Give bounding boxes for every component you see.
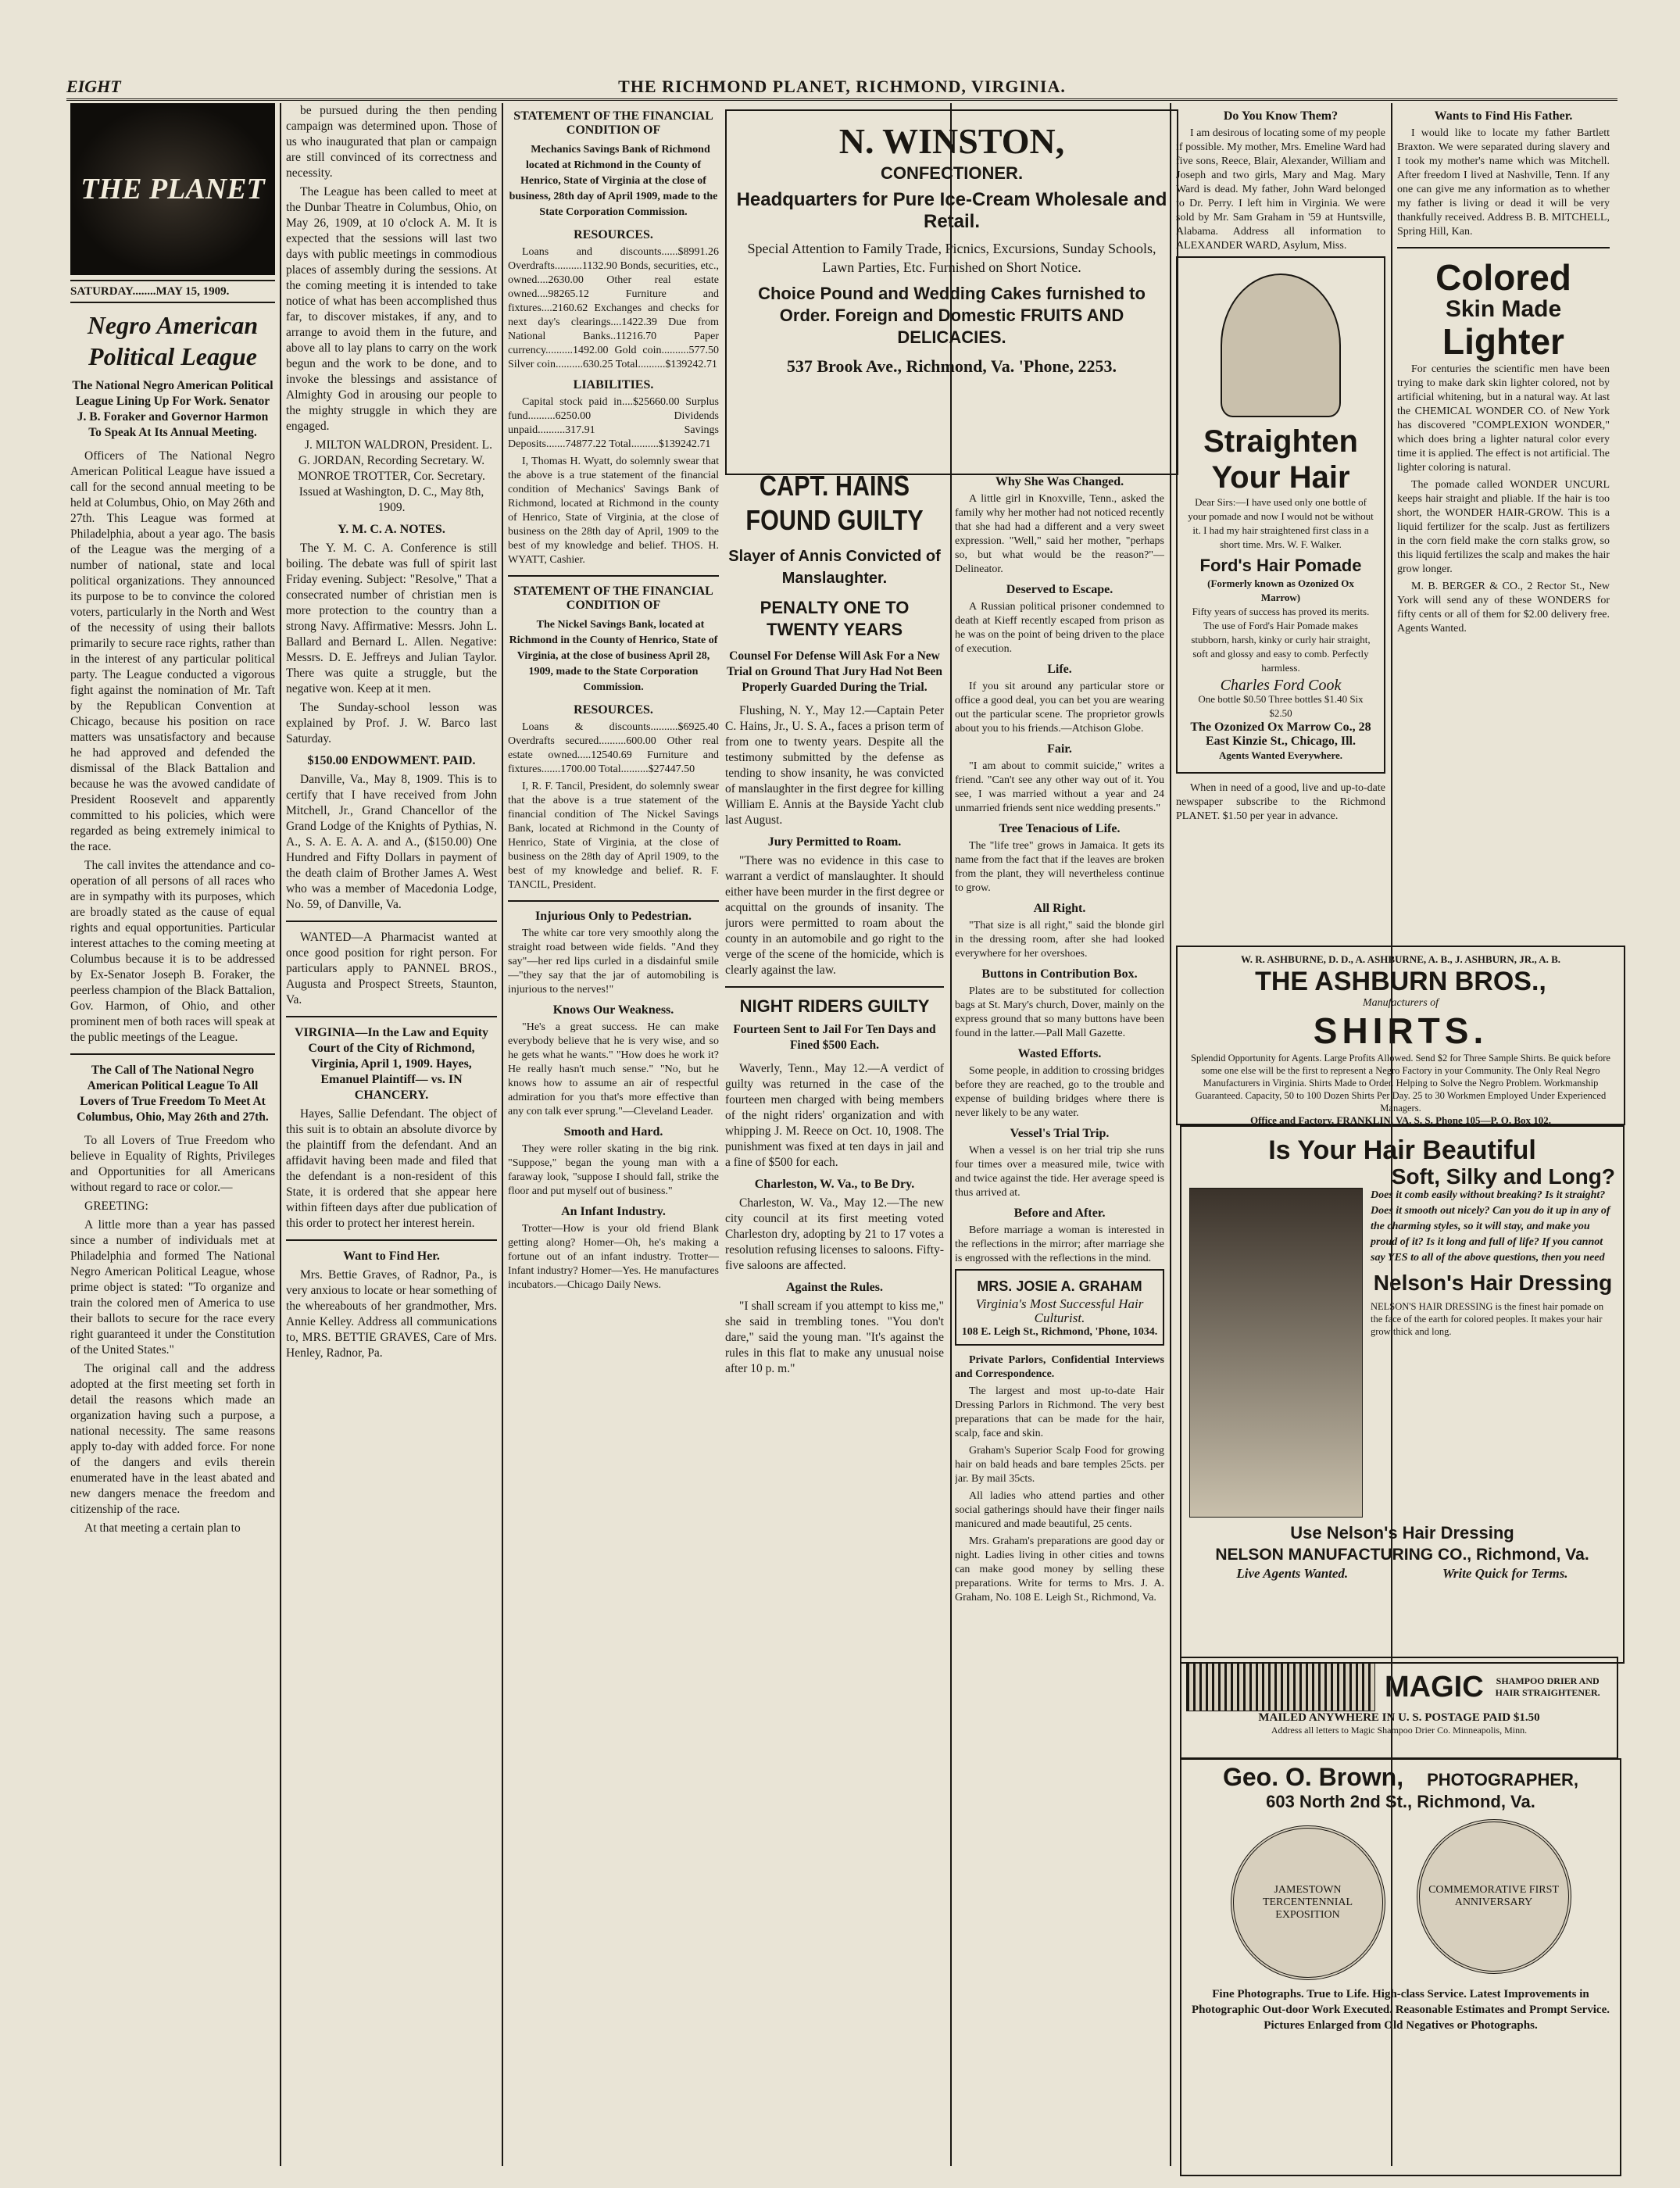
oath-paragraph: I, Thomas H. Wyatt, do solemnly swear that the above is a true statement of the financial condition of Mechanics' Savings Bank of Richmond, located at Richmond in the county of Henrico, State of Virginia, at the close of business on the 28th day of April, 1909 to the best of my knowledge and belief. THOS. H. WYATT, Cashier. [508, 456, 719, 566]
divider [725, 986, 944, 988]
divider [286, 1239, 497, 1241]
nelson-brand: Nelson's Hair Dressing [1373, 1271, 1613, 1295]
winston-ad [725, 109, 1178, 475]
brown-address: 603 North 2nd St., Richmond, Va. [1266, 1792, 1535, 1811]
vessel-heading: Vessel's Trial Trip. [1010, 1127, 1110, 1140]
medal-right: COMMEMORATIVE FIRST ANNIVERSARY [1417, 1819, 1571, 1974]
divider [286, 921, 497, 922]
article-paragraph: A Russian political prisoner condemned to death at Kieff recently escaped from prison as he was on the point of being driven to the place of execution. [955, 601, 1164, 655]
ashburn-ad [1176, 946, 1625, 1125]
magic-address: Address all letters to Magic Shampoo Drier Co. Minneapolis, Minn. [1271, 1725, 1528, 1736]
column-5 [955, 469, 1164, 2165]
injurious-heading: Injurious Only to Pedestrian. [534, 910, 692, 923]
article-paragraph: Flushing, N. Y., May 12.—Captain Peter C. Hains, Jr., U. S. A., faces a prison term of from one to twenty years. Despite all the testimony submitted by the defense as tending to show insanity, he was convicted of manslaughter in the first degree for killing William E. Annis at the Bayside Yacht club last August. [725, 704, 944, 827]
resources-heading: RESOURCES. [574, 228, 653, 241]
article-paragraph: Danville, Va., May 8, 1909. This is to certify that I have received from John Mitchell, Jr., Grand Chancellor of the Grand Lodge of the Knights of Pythias, N. A., S. A. E. A. A. and A., ($150.00) One Hundred and Fifty Dollars in payment of the death claim of Brother James A. West who was a member of Macedonia Lodge, No. 59, of Danville, Va. [286, 773, 497, 911]
ford-paragraph: Fifty years of success has proved its merits. The use of Ford's Hair Pomade makes stubborn, harsh, kinky or curly hair straight, soft and glossy and easy to comb. Perfectly harmless. [1191, 606, 1371, 674]
jury-heading: Jury Permitted to Roam. [767, 835, 902, 849]
divider [1397, 247, 1610, 248]
article-paragraph: The original call and the address adopted at the first meeting set forth in detail the reasons which made an organization having such a purpose, a national necessity. The same reasons apply to-day with added force. For none of the dangers and evils therein enumerated have in the least abated and new dangers menace the freedom and citizenship of the race. [70, 1362, 275, 1516]
graham-tagline: Virginia's Most Successful Hair Culturist. [975, 1296, 1144, 1325]
article-paragraph: Hayes, Sallie Defendant. The object of this suit is to obtain an absolute divorce by the plaintiff from the defendant. And an affidavit having been made and filed that the defendant is a non-resident of this State, it is ordered that she appear here within fifteen days after due publication of this order to protect her interest herein. [286, 1107, 497, 1230]
column-2 [286, 103, 497, 2166]
lighter-heading: Lighter [1442, 321, 1564, 362]
article-paragraph: A little girl in Knoxville, Tenn., asked the family why her mother had not noticed recently that she had had a different and a very sweet expression. "Well," said her mother, "perhaps so, but what would be the reason?"—Delineator. [955, 493, 1164, 575]
article-paragraph: "I am about to commit suicide," writes a friend. "Can't see any other way out of it. You see, I was married without a year and 24 unmarried friends sent nice wedding presents." [955, 760, 1164, 814]
before-heading: Before and After. [1013, 1207, 1106, 1220]
hains-subhead-2: Counsel For Defense Will Ask For a New Trial on Ground That Jury Had Not Been Properly Guarded During the Trial. [726, 649, 943, 694]
brown-header [1188, 1763, 1614, 1791]
subscribe-notice: When in need of a good, live and up-to-date newspaper subscribe to the Richmond PLANET. $1.50 per year in advance. [1176, 782, 1385, 822]
testimonial: Dear Sirs:—I have used only one bottle of your pomade and now I would not be without it. I had my hair straightened first class in a short time. Mrs. W. F. Walker. [1188, 496, 1374, 550]
page-number: EIGHT [66, 77, 121, 96]
subhead-political-league: The National Negro American Political League Lining Up For Work. Senator J. B. Foraker and Governor Harmon To Speak At Its Annual Meeting. [72, 379, 273, 439]
bank-statement-heading: STATEMENT OF THE FINANCIAL CONDITION OF [513, 585, 713, 612]
article-paragraph: Before marriage a woman is interested in the reflections in the mirror; after marriage she is engrossed with the reflections in the mind. [955, 1224, 1164, 1264]
article-paragraph: "I shall scream if you attempt to kiss me," she said in trembling tones. "You don't dare," said the young man. "It's against the rules in this flat to make any unusual noise after 10 p. m." [725, 1300, 944, 1375]
article-paragraph: For centuries the scientific men have been trying to make dark skin lighter colored, not by artificial whitening, but in a natural way. At last the CHEMICAL WONDER CO. of New York has discovered "COMPLEXION WONDER," which does bring a lighter natural color every time it is applied. The effect is not artificial. The lighter coloring is natural. [1397, 363, 1610, 474]
article-paragraph: At that meeting a certain plan to [84, 1521, 241, 1535]
escape-heading: Deserved to Escape. [1006, 583, 1113, 596]
article-paragraph: I am desirous of locating some of my people if possible. My mother, Mrs. Emeline Ward had five sons, Reece, Blair, Alexander, William and Joseph and two girls, Mary and Mag. Mary Ward is dead. My father, John Ward belonged to Dr. Perry. I left him in Virginia. We were sold by Mr. Sam Graham in '59 at Huntsville, Alabama. Address all information to ALEXANDER WARD, Asylum, Miss. [1176, 127, 1385, 252]
nelson-footer [1189, 1566, 1615, 1582]
column-6 [1176, 103, 1385, 924]
graham-paragraph: Graham's Superior Scalp Food for growing hair on bald heads and bare temples 25cts. per jar. By mail 35cts. [955, 1445, 1164, 1485]
article-paragraph: The Y. M. C. A. Conference is still boiling. The debate was full of spirit last Friday evening. Subject: "Resolve," That a consecrated number of christian men is more protection to the country than a strong Navy. Affirmative: Messrs. John L. Ballard and Bernard L. Allen. Negative: Messrs. D. E. Jeffreys and Julian Taylor. There was quite a struggle, but the negative won. Keep at it men. [286, 542, 497, 695]
article-paragraph: A little more than a year has passed since a number of individuals met at Philadelphia and formed The National Negro American Political League, whose prime object is stated: "To organize and train the colored men of America to use their ballots to secure for the race every right guaranteed it under the Constitution of the United States." [70, 1218, 275, 1357]
bank-statement-sub: The Nickel Savings Bank, located at Richmond in the County of Henrico, State of Virginia, at the close of business April 28, 1909, made to the State Corporation Commission. [509, 619, 718, 693]
ford-signature: Charles Ford Cook [1220, 677, 1342, 694]
graham-paragraph: Mrs. Graham's preparations are good day or night. Ladies living in other cities and towns can make good money by selling these preparations. Write for terms to Mrs. J. A. Graham, No. 108 E. Leigh St., Richmond, Va. [955, 1536, 1164, 1603]
article-paragraph: Trotter—How is your old friend Blank getting along? Homer—Oh, he's making a fortune out of an infant industry. Trotter—Infant industry? Homer—Yes. He manufactures incubators.—Chicago Daily News. [508, 1223, 719, 1291]
winston-line4: Choice Pound and Wedding Cakes furnished to Order. Foreign and Domestic FRUITS AND DELICACIES. [758, 284, 1146, 347]
planet-logo: THE PLANET [70, 103, 275, 275]
court-heading: VIRGINIA—In the Law and Equity Court of the City of Richmond, Virginia, April 1, 1909. Hayes, Emanuel Plaintiff— vs. IN CHANCERY. [294, 1026, 489, 1102]
resources-list: Loans & discounts..........$6925.40 Overdrafts secured..........600.00 Other real estate owned.....12540.69 Furniture and fixtures.......1700.00 Total..........$27447.50 [508, 721, 719, 775]
article-paragraph: If you sit around any particular store or office a good deal, you can bet you are wearing out the particular scene. The proprietor growls about you to his friends.—Atchison Globe. [955, 681, 1164, 735]
nelson-questions: Does it comb easily without breaking? Is it straight? Does it smooth out nicely? Can you do it up in any of the charming styles, so it will stay, and make you proud of it? Is it long and full of life? If you cannot say YES to all of the above questions, then you need [1371, 1189, 1610, 1264]
column-1 [70, 103, 275, 2166]
right-heading: All Right. [1033, 902, 1086, 915]
hains-subhead: Slayer of Annis Convicted of Manslaughter. [728, 548, 941, 587]
winston-line1: CONFECTIONER. [880, 163, 1024, 183]
article-paragraph: "That size is all right," said the blonde girl in the dressing room, after she had looked everywhere for her overshoes. [955, 920, 1164, 960]
graham-address: 108 E. Leigh St., Richmond, 'Phone, 1034. [961, 1326, 1158, 1338]
newspaper-title: THE RICHMOND PLANET, RICHMOND, VIRGINIA. [618, 77, 1066, 96]
brown-name: Geo. O. Brown, [1222, 1763, 1404, 1791]
nelson-ad [1180, 1125, 1625, 1664]
article-paragraph: "There was no evidence in this case to warrant a verdict of manslaughter. It should either have been murder in the first degree or acquittal on the grounds of insanity. The jurors were permitted to roam about the county in an automobile and go right to the verge of the scene of the homicide, which is clearly against the law. [725, 854, 944, 977]
column-rule [280, 103, 281, 2166]
article-paragraph: When a vessel is on her trial trip she runs four times over a measured mile, twice with and twice against the tide. Her average speed is thus arrived at. [955, 1145, 1164, 1199]
ymca-heading: Y. M. C. A. NOTES. [338, 523, 445, 536]
medals [1188, 1813, 1614, 1986]
winston-name: N. WINSTON, [838, 121, 1065, 161]
article-paragraph: They were roller skating in the big rink. "Suppose," began the young man with a faraway look, "suppose I should fall, strike the floor and put myself out of business." [508, 1143, 719, 1197]
article-paragraph: Charleston, W. Va., May 12.—The new city council at its first meeting voted Charleston dry, adopting by 21 to 17 votes a resolution refusing licenses to saloons. Fifty-five saloons are affected. [725, 1196, 944, 1272]
know-them-heading: Do You Know Them? [1223, 109, 1339, 123]
ford-prices: One bottle $0.50 Three bottles $1.40 Six $2.50 [1198, 693, 1364, 719]
article-paragraph: Plates are to be substituted for collection bags at St. Mary's church, Dover, mainly on the express ground that so many buttons have been found in the latter.—Pall Mall Gazette. [955, 985, 1164, 1039]
wanted-notice: WANTED—A Pharmacist wanted at once good position for right person. For particulars apply to PANNEL BROS., Augusta and Prospect Streets, Staunton, Va. [286, 931, 497, 1006]
article-paragraph: M. B. BERGER & CO., 2 Rector St., New York will send any of these WONDERS for fifty cents or all of them for $2.00 delivery free. Agents Wanted. [1397, 581, 1610, 635]
masthead [66, 75, 1617, 101]
article-paragraph: "He's a great success. He can make everybody believe that he is very wise, and so he gets what he wants." "How does he work it? He really hasn't much sense." "No, but he knows how to assume an air of respectful admiration for you that's more effective than any con talk ever sprung."—Cleveland Leader. [508, 1021, 719, 1117]
ashburn-mfr: Manufacturers of [1362, 997, 1439, 1009]
resources-heading: RESOURCES. [574, 703, 653, 717]
nelson-write: Write Quick for Terms. [1442, 1566, 1568, 1581]
column-rule [502, 103, 503, 2166]
brown-role: PHOTOGRAPHER, [1427, 1770, 1579, 1789]
winston-line3: Special Attention to Family Trade, Picnics, Excursions, Sunday Schools, Lawn Parties, Etc. Furnished on Short Notice. [747, 241, 1156, 275]
night-riders-sub: Fourteen Sent to Jail For Ten Days and Fined $500 Each. [733, 1023, 936, 1052]
article-paragraph: I would like to locate my father Bartlett Braxton. We were separated during slavery and I took my mother's name which was Mitchell. After freedom I lived at Nashville, Tenn. If any one can give me any information as to whether my father is living or dead it will be very thankfully received. Address B. B. MITCHELL, Spring Hill, Kan. [1397, 127, 1610, 238]
ford-company: The Ozonized Ox Marrow Co., 28 East Kinzie St., Chicago, Ill. [1190, 720, 1371, 748]
article-paragraph: The white car tore very smoothly along the straight road between wide fields. "And they say"—her red lips curled in a disdainful smile—"they say that the jar of automobiling is injurious to the nerves!" [508, 928, 719, 996]
article-paragraph: The "life tree" grows in Jamaica. It gets its name from the fact that if the leaves are broken from the plant, they will nevertheless continue to grow. [955, 840, 1164, 894]
fair-heading: Fair. [1047, 742, 1072, 756]
hains-penalty: PENALTY ONE TO TWENTY YEARS [760, 598, 910, 639]
graham-paragraph: Private Parlors, Confidential Interviews and Correspondence. [955, 1354, 1164, 1380]
article-paragraph: Waverly, Tenn., May 12.—A verdict of guilty was returned in the case of the fourteen men charged with being members of the night riders' organization and with whipping J. M. Reece on Oct. 10, 1908. The punishment was fixed at ten days in jail and a fine of $500 for each. [725, 1062, 944, 1169]
article-paragraph: Mrs. Bettie Graves, of Radnor, Pa., is very anxious to locate or hear something of the whereabouts of her grandmother, Mrs. Annie Kelley. Address all communications to, MRS. BETTIE GRAVES, Care of Mrs. Henley, Radnor, Pa. [286, 1268, 497, 1360]
your-hair-line: Your Hair [1211, 460, 1350, 495]
endowment-heading: $150.00 ENDOWMENT. PAID. [307, 754, 476, 767]
article-paragraph: Officers of The National Negro American Political League have issued a call for the second annual meeting to be held at Columbus, Ohio, on May 26th and 27th. This League was formed at Philadelphia, about a year ago. The basis of the League was the merging of a number of national, state and local political organizations. They announced its purpose to be to convince the colored voters, particularly in the North and West of the necessity of using their ballots primarily to secure race rights, rather than in the interest of any particular political party. The League conducted a vigorous fight against the nomination of Mr. Taft by the Republican Convention at Chicago, because his position on race matters was unsatisfactory and because he had approved and defended the dismissal of the Black Battalion and because he was the avowed candidate of President Roosevelt and apparently committed to his policies, which were regarded as being extremely inimical to the race. [70, 449, 275, 853]
ford-sub: (Formerly known as Ozonized Ox Marrow) [1207, 577, 1354, 603]
signature-block: J. MILTON WALDRON, President. L. G. JORDAN, Recording Secretary. W. MONROE TROTTER, Cor. Secretary. Issued at Washington, D. C., May 8th, 1909. [298, 438, 492, 514]
resources-list: Loans and discounts......$8991.26 Overdrafts..........1132.90 Bonds, securities, etc., owned....2630.00 Other real estate owned....98265.12 Furniture and fixtures....2160.62 Exchanges and checks for next day's clearings....1422.39 Due from National Banks..11216.70 Paper currency..........1492.00 Gold coin..........577.50 Silver coin..........630.25 Total..........$139242.71 [508, 246, 719, 370]
brown-paragraph: Fine Photographs. True to Life. High-class Service. Latest Improvements in Photographic Out-door Work Executed. Reasonable Estimates and Prompt Service. Pictures Enlarged from Old Negatives or Photographs. [1192, 1988, 1610, 2032]
comb-illustration [1186, 1663, 1375, 1711]
want-find-heading: Want to Find Her. [343, 1250, 440, 1263]
nelson-sub: Soft, Silky and Long? [1391, 1164, 1615, 1189]
charleston-heading: Charleston, W. Va., to Be Dry. [754, 1178, 915, 1191]
nelson-agents: Live Agents Wanted. [1236, 1566, 1349, 1581]
ford-agents: Agents Wanted Everywhere. [1218, 749, 1343, 761]
infant-heading: An Infant Industry. [561, 1205, 666, 1218]
rules-heading: Against the Rules. [785, 1281, 883, 1294]
straighten-line: Straighten [1203, 424, 1358, 459]
ashburn-names: W. R. ASHBURNE, D. D., A. ASHBURNE, A. B., J. ASHBURN, JR., A. B. [1240, 953, 1561, 965]
winston-address: 537 Brook Ave., Richmond, Va. 'Phone, 2253. [786, 356, 1117, 376]
magic-title: MAGIC [1385, 1671, 1484, 1704]
article-paragraph: The call invites the attendance and co-operation of all persons of all races who are in sympathy with its purposes, which are broadly stated as the cause of equal rights and equal opportunities. Particular interest attaches to the coming meeting at Columbus because it is to be addressed by Ex-Senator Joseph B. Foraker, the peerless champion of the Black Battalion, Gov. Harmon, of Ohio, and other prominent men of both races will speak at the public meetings of the League. [70, 859, 275, 1044]
magic-row [1186, 1663, 1612, 1711]
wasted-heading: Wasted Efforts. [1017, 1047, 1102, 1060]
article-paragraph: The Sunday-school lesson was explained by Prof. J. W. Barco last Saturday. [286, 701, 497, 745]
why-heading: Why She Was Changed. [995, 475, 1124, 488]
ashburn-title: THE ASHBURN BROS., [1255, 967, 1546, 996]
tree-heading: Tree Tenacious of Life. [999, 822, 1121, 835]
hains-headline: CAPT. HAINS FOUND GUILTY [745, 470, 924, 536]
divider [508, 900, 719, 902]
article-paragraph: To all Lovers of True Freedom who believe in Equality of Rights, Privileges and Opportunities for all Americans without regard to race or color.— [70, 1134, 275, 1194]
father-heading: Wants to Find His Father. [1434, 109, 1573, 123]
life-heading: Life. [1047, 663, 1072, 676]
ashburn-paragraph: Splendid Opportunity for Agents. Large Profits Allowed. Send $2 for Three Sample Shirts. Be quick before some one else will be the first to represent a Negro Factory in your Community. The Only Real Negro Manufacturers in Virginia. Shirts Made to Order. Helping to Solve the Negro Problem. Workmanship Guaranteed. Capacity, 50 to 100 Dozen Shirts Per Day. 25 to 30 Workmen Employed Under Experienced Managers. [1191, 1053, 1610, 1114]
graham-ad [955, 1269, 1164, 1346]
woman-illustration [1189, 1188, 1363, 1518]
column-4 [725, 469, 944, 2165]
knows-heading: Knows Our Weakness. [552, 1003, 674, 1017]
bank-statement-heading: STATEMENT OF THE FINANCIAL CONDITION OF [513, 109, 713, 137]
ford-heading: Ford's Hair Pomade [1199, 556, 1362, 575]
brown-ad [1180, 1758, 1621, 2176]
call-headline: The Call of The National Negro American Political League To All Lovers of True Freedom To Meet At Columbus, Ohio, May 26th and 27th. [77, 1064, 269, 1124]
issue-date: SATURDAY........MAY 15, 1909. [70, 280, 275, 303]
graham-name: MRS. JOSIE A. GRAHAM [977, 1278, 1142, 1294]
divider [286, 1016, 497, 1017]
liabilities-list: Capital stock paid in....$25660.00 Surplus fund..........6250.00 Dividends unpaid..........317.91 Savings Deposits.......74877.22 Total..........$139242.71 [508, 396, 719, 450]
article-paragraph: The pomade called WONDER UNCURL keeps hair straight and pliable. If the hair is too short, the WONDER HAIR-GROW. This is a liquid fertilizer for the scalp. Just as fertilizers in the corn field make the corn stalks grow, so this liquid fertilizes the scalp and makes the hair grow longer. [1397, 479, 1610, 575]
smooth-heading: Smooth and Hard. [563, 1125, 663, 1139]
bank-statement-sub: Mechanics Savings Bank of Richmond located at Richmond in the County of Henrico, State of Virginia at the close of business, 28th day of April 1909, made to the State Corporation Commission. [509, 144, 718, 218]
nelson-heading: Is Your Hair Beautiful [1268, 1135, 1536, 1165]
medal-left: JAMESTOWN TERCENTENNIAL EXPOSITION [1231, 1825, 1385, 1980]
liabilities-heading: LIABILITIES. [573, 378, 654, 391]
buttons-heading: Buttons in Contribution Box. [981, 967, 1138, 981]
nelson-use: Use Nelson's Hair Dressing [1290, 1523, 1514, 1543]
article-paragraph: Some people, in addition to crossing bridges before they are reached, go to the trouble and expense of building bridges where there is never likely to be any water. [955, 1065, 1164, 1119]
ashburn-address: Office and Factory, FRANKLIN, VA. S. S. Phone 105—P. O. Box 102. [1249, 1114, 1552, 1126]
nelson-company: NELSON MANUFACTURING CO., Richmond, Va. [1215, 1546, 1589, 1564]
divider [508, 575, 719, 577]
graham-paragraph: All ladies who attend parties and other social gatherings should have their finger nails manicured and made beautiful, 25 cents. [955, 1490, 1164, 1530]
magic-ad [1180, 1657, 1618, 1759]
graham-paragraph: The largest and most up-to-date Hair Dressing Parlors in Richmond. The very best preparations that can be made for the hair, scalp, face and skin. [955, 1385, 1164, 1439]
colored-sub: Skin Made [1445, 296, 1562, 322]
article-paragraph: GREETING: [84, 1199, 148, 1213]
headline-political-league: Negro American Political League [87, 311, 259, 370]
article-paragraph: be pursued during the then pending campaign was determined upon. Those of us who inaugurated that plan or campaign are still convinced of its correctness and necessity. [286, 104, 497, 180]
column-3 [508, 103, 719, 2166]
magic-mailed: MAILED ANYWHERE IN U. S. POSTAGE PAID $1.50 [1258, 1711, 1540, 1724]
magic-sub: SHAMPOO DRIER AND HAIR STRAIGHTENER. [1495, 1675, 1600, 1698]
nelson-paragraph: NELSON'S HAIR DRESSING is the finest hair pomade on the face of the earth for colored peoples. It makes your hair grow thick and long. [1371, 1301, 1604, 1337]
winston-line2: Headquarters for Pure Ice-Cream Wholesale and Retail. [736, 189, 1167, 232]
night-riders-headline: NIGHT RIDERS GUILTY [739, 996, 930, 1016]
column-7 [1397, 103, 1610, 924]
ford-ad [1176, 256, 1385, 774]
article-paragraph: The League has been called to meet at the Dunbar Theatre in Columbus, Ohio, on May 26, 1909, at 10 o'clock A. M. It is expected that the sessions will last two days with public meetings in commodious places of assembly during the sessions. At the coming meeting it is intended to take notice of what has been accomplished thus far, to discover mistakes, if any, and to arrange to avoid them in the future, and above all to lay plans to carry on the work begun and the work to be done, and to invoke the blessings and assistance of Almighty God in arousing our people to the mighty struggle in which they are engaged. [286, 185, 497, 433]
colored-heading: Colored [1435, 257, 1571, 298]
woman-portrait [1221, 274, 1341, 417]
oath-paragraph: I, R. F. Tancil, President, do solemnly swear that the above is a true statement of the financial condition of The Nickel Savings Bank, located at Richmond in the County of Henrico, State of Virginia, at the close of business on the 28th day of April 1909, to the best of my knowledge and belief. R. F. TANCIL, President. [508, 781, 719, 891]
divider [70, 1053, 275, 1055]
shirts-heading: SHIRTS. [1313, 1010, 1489, 1051]
